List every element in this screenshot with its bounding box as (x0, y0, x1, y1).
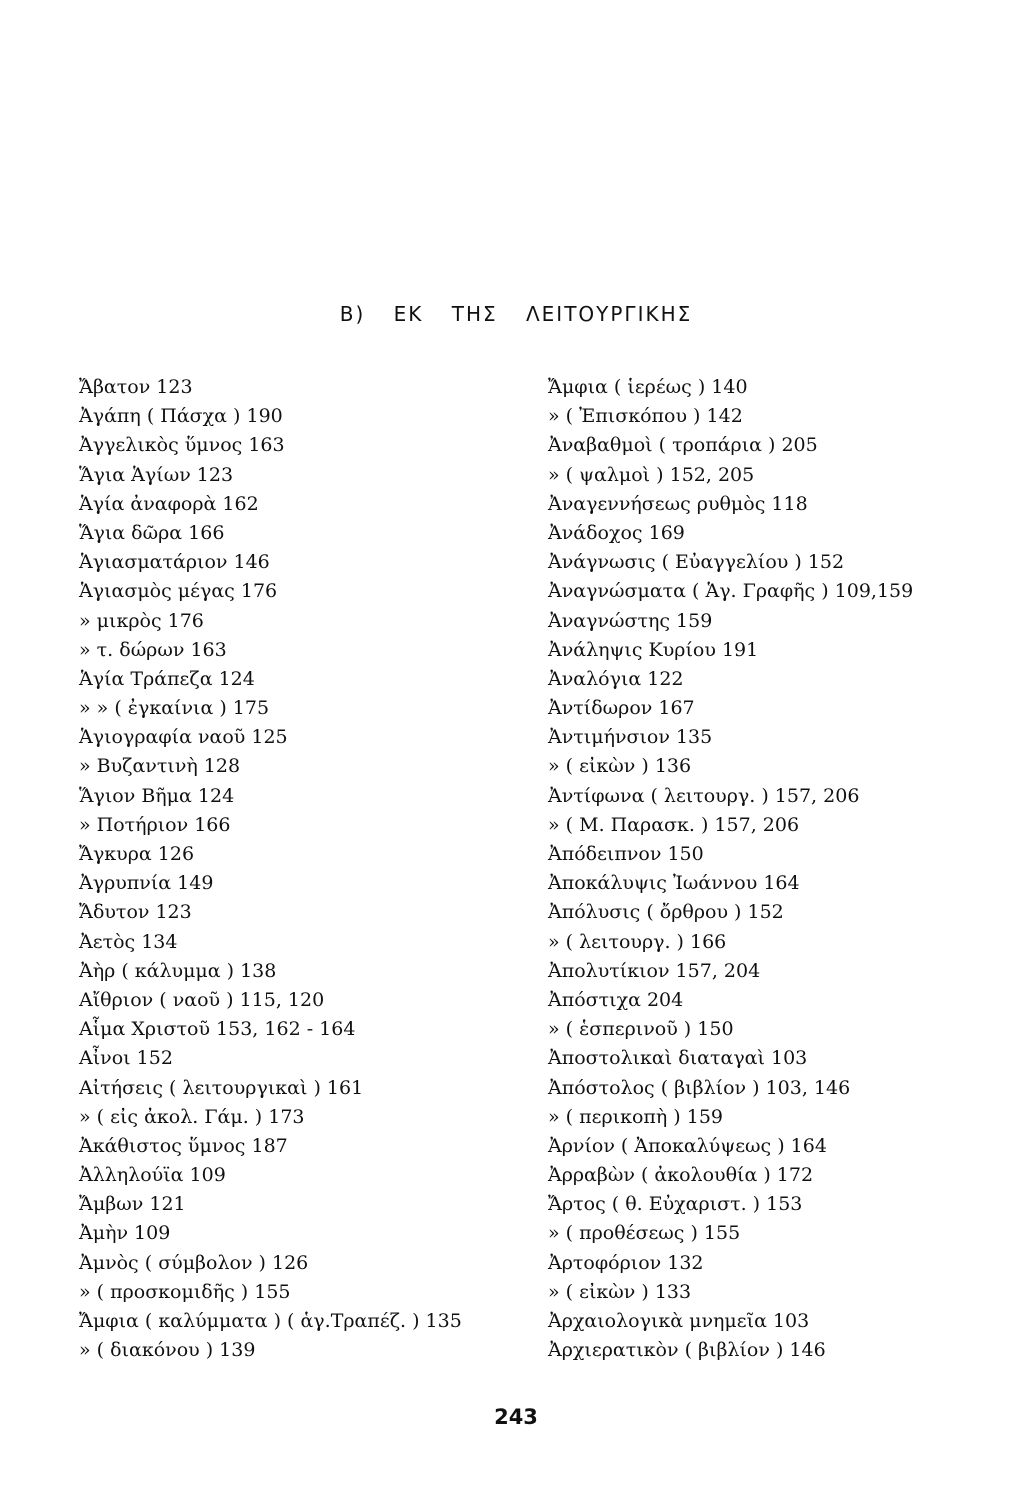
index-entry: Ἀντίδωρον 167 (548, 697, 695, 720)
index-entry: Αἷμα Χριστοῦ 153, 162 - 164 (79, 1018, 356, 1041)
index-entry: Ἀντίφωνα ( λειτουργ. ) 157, 206 (548, 784, 860, 807)
index-entry: Ἁγιασματάριον 146 (79, 551, 270, 574)
index-entry: Αἴθριον ( ναοῦ ) 115, 120 (79, 988, 325, 1011)
index-entry: » ( λειτουργ. ) 166 (548, 930, 727, 953)
index-entry: Ἀμὴν 109 (79, 1222, 171, 1245)
index-entry: Ἀρχαιολογικὰ μνημεῖα 103 (548, 1310, 810, 1332)
index-entry: Ἄμβων 121 (79, 1193, 186, 1216)
index-entry: Ἀγάπη ( Πάσχα ) 190 (79, 405, 283, 428)
index-entry: Ἀναγνώσματα ( Ἁγ. Γραφῆς ) 109,159 (548, 580, 914, 603)
index-entry: Ἀρνίον ( Ἀποκαλύψεως ) 164 (548, 1134, 827, 1157)
index-entry: Ἀλληλούϊα 109 (79, 1164, 226, 1187)
index-entry: » ( Μ. Παρασκ. ) 157, 206 (548, 813, 800, 836)
index-entry: Ἀρχιερατικὸν ( βιβλίον ) 146 (548, 1339, 826, 1362)
index-entry: Ἀναλόγια 122 (548, 667, 684, 690)
index-entry: » ( ψαλμοὶ ) 152, 205 (548, 463, 755, 486)
index-entry: Ἅγια Ἁγίων 123 (79, 463, 234, 486)
index-entry: Ἄβατον 123 (79, 376, 193, 398)
index-entry: Ἄμφια ( ἱερέως ) 140 (548, 376, 748, 398)
section-heading: Β) ΕΚ ΤΗΣ ΛΕΙΤΟΥΡΓΙΚΗΣ (339, 302, 693, 326)
index-entry: Ἅγιον Βῆμα 124 (79, 784, 235, 807)
index-entry: » » ( ἐγκαίνια ) 175 (79, 697, 270, 720)
index-entry: Ἀετὸς 134 (79, 930, 178, 953)
index-entry: Ἀποστολικαὶ διαταγαὶ 103 (548, 1047, 808, 1070)
index-entry: Ἀὴρ ( κάλυμμα ) 138 (79, 959, 277, 982)
index-entry: » ( προθέσεως ) 155 (548, 1222, 741, 1245)
index-entry: Ἀπόδειπνον 150 (548, 843, 704, 865)
index-entry: Ἁγία ἀναφορὰ 162 (79, 492, 259, 515)
index-entry: Ἀκάθιστος ὕμνος 187 (79, 1134, 288, 1157)
index-entry: » ( Ἐπισκόπου ) 142 (548, 405, 743, 428)
index-entry: Ἁγιογραφία ναοῦ 125 (79, 726, 288, 749)
index-entry: Ἄρτος ( θ. Εὐχαριστ. ) 153 (548, 1193, 803, 1216)
index-entry: Ἀντιμήνσιον 135 (548, 726, 713, 749)
index-entry: Ἀρτοφόριον 132 (548, 1251, 704, 1274)
index-entry: Ἅγια δῶρα 166 (79, 521, 225, 544)
index-entry: Ἄγκυρα 126 (79, 843, 195, 865)
index-entry: » ( εἰκὼν ) 133 (548, 1280, 692, 1303)
index-entry: » ( περικοπὴ ) 159 (548, 1105, 724, 1128)
index-entry: Ἀπόστολος ( βιβλίον ) 103, 146 (548, 1076, 851, 1099)
page-number: 243 (494, 1405, 538, 1429)
index-entry: Ἀνάληψις Κυρίου 191 (548, 638, 759, 661)
index-entry: » ( εἰς ἀκολ. Γάμ. ) 173 (79, 1105, 305, 1128)
index-entry: Ἀπόστιχα 204 (548, 988, 684, 1011)
index-entry: » τ. δώρων 163 (79, 638, 227, 661)
index-entry: Ἀνάδοχος 169 (548, 521, 685, 544)
index-entry: Ἀπόλυσις ( ὄρθρου ) 152 (548, 901, 784, 924)
index-entry: Ἀγρυπνία 149 (79, 872, 214, 895)
index-entry: Ἄδυτον 123 (79, 901, 192, 924)
index-entry: Ἀναγνώστης 159 (548, 609, 713, 632)
index-entry: Ἀνάγνωσις ( Εὐαγγελίου ) 152 (548, 551, 845, 574)
index-entry: Ἄμφια ( καλύμματα ) ( ἁγ.Τραπέζ. ) 135 (79, 1310, 462, 1332)
index-entry: » ( ἑσπερινοῦ ) 150 (548, 1018, 734, 1041)
index-entry: Αἰτήσεις ( λειτουργικαὶ ) 161 (79, 1076, 364, 1099)
index-entry: Ἀρραβὼν ( ἀκολουθία ) 172 (548, 1164, 814, 1187)
index-entry: Ἀναβαθμοὶ ( τροπάρια ) 205 (548, 434, 818, 457)
index-entry: Ἀγγελικὸς ὕμνος 163 (79, 434, 285, 457)
index-entry: » μικρὸς 176 (79, 609, 204, 632)
index-entry: Ἁγιασμὸς μέγας 176 (79, 580, 278, 603)
index-entry: Αἶνοι 152 (79, 1047, 173, 1070)
index-entry: Ἁγία Τράπεζα 124 (79, 667, 255, 690)
index-entry: Ἀποκάλυψις Ἰωάννου 164 (548, 872, 800, 895)
index-entry: Ἀπολυτίκιον 157, 204 (548, 959, 761, 982)
index-entry: » Ποτήριον 166 (79, 813, 231, 836)
index-entry: » ( εἰκὼν ) 136 (548, 755, 692, 778)
index-entry: » Βυζαντινὴ 128 (79, 755, 241, 778)
index-entry: » ( προσκομιδῆς ) 155 (79, 1280, 291, 1303)
right-index-column (548, 373, 988, 1365)
index-entry: » ( διακόνου ) 139 (79, 1339, 256, 1362)
index-entry: Ἀμνὸς ( σύμβολον ) 126 (79, 1251, 309, 1274)
index-entry: Ἀναγεννήσεως ρυθμὸς 118 (548, 492, 808, 515)
left-index-column (79, 373, 509, 1365)
